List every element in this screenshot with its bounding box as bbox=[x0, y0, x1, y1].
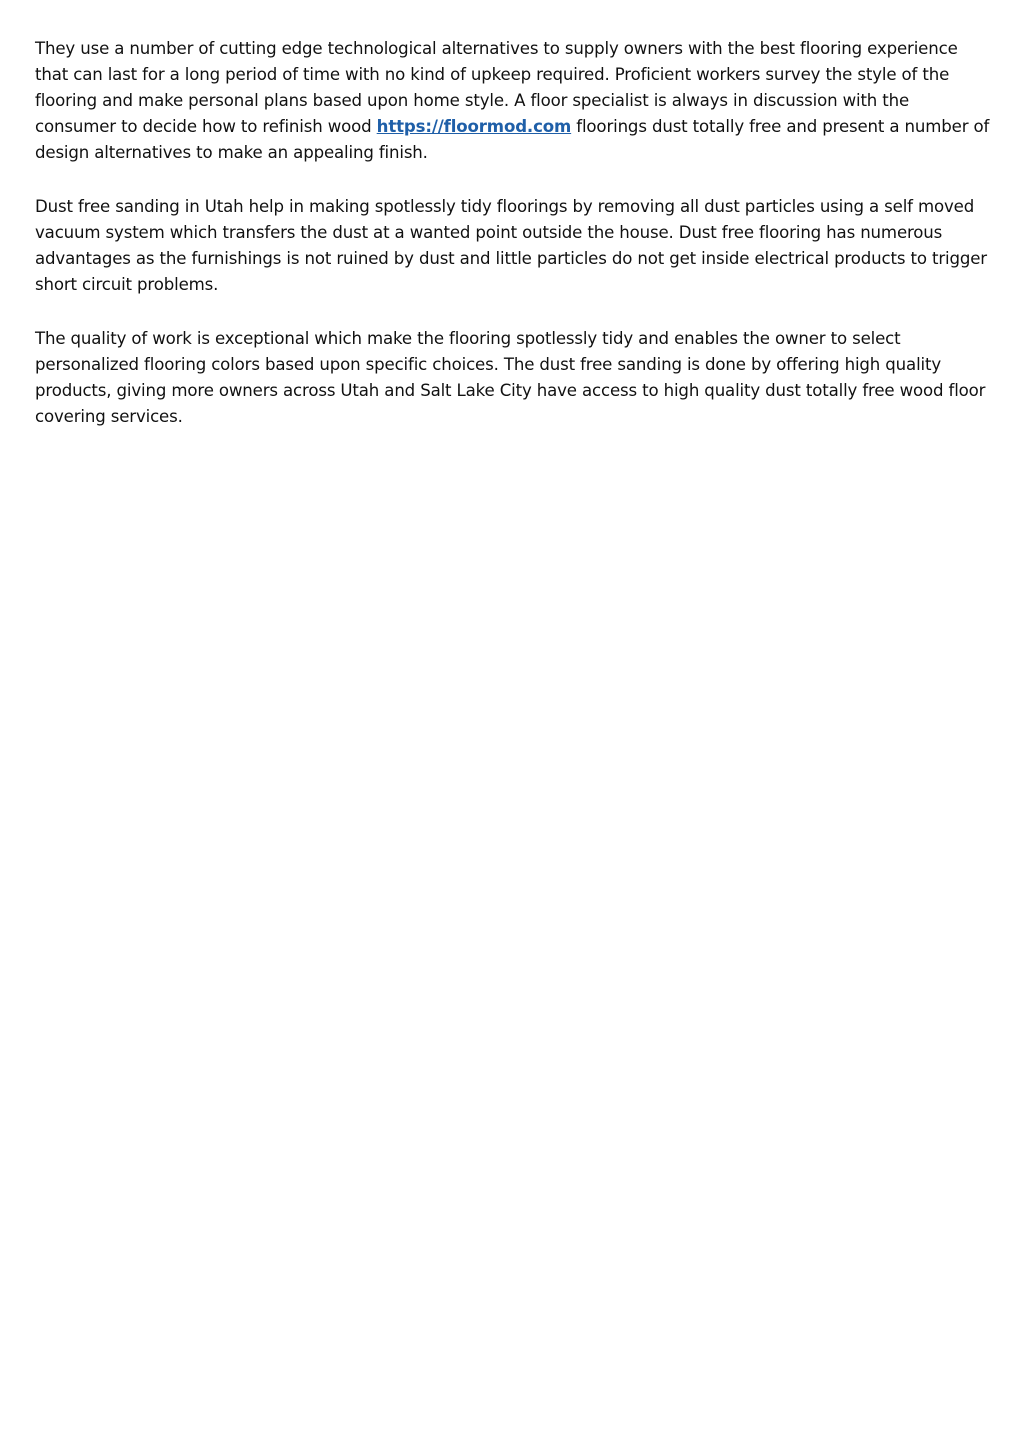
document-body bbox=[35, 36, 995, 458]
paragraph-1 bbox=[35, 36, 995, 166]
paragraph-1-text-before-link: They use a number of cutting edge technological alternatives to supply owners with the best flooring experience that can last for a long period of time with no kind of upkeep required. Proficient workers survey the style of the flooring and make personal plans based upon home style. A floor specialist is always in discussion with the consumer to decide how to refinish wood bbox=[35, 39, 958, 136]
floormod-link[interactable]: https://floormod.com bbox=[376, 117, 572, 136]
paragraph-2: Dust free sanding in Utah help in making spotlessly tidy floorings by removing all dust particles using a self moved vacuum system which transfers the dust at a wanted point outside the house. Dust free flooring has numerous advantages as the furnishings is not ruined by dust and little particles do not get inside electrical products to trigger short circuit problems. bbox=[35, 197, 987, 294]
paragraph-1-text-after-link: floorings dust totally free and present a number of design alternatives to make an appealing finish. bbox=[35, 117, 990, 162]
paragraph-3: The quality of work is exceptional which make the flooring spotlessly tidy and enables the owner to select personalized flooring colors based upon specific choices. The dust free sanding is done by offering high quality products, giving more owners across Utah and Salt Lake City have access to high quality dust totally free wood floor covering services. bbox=[35, 329, 986, 426]
